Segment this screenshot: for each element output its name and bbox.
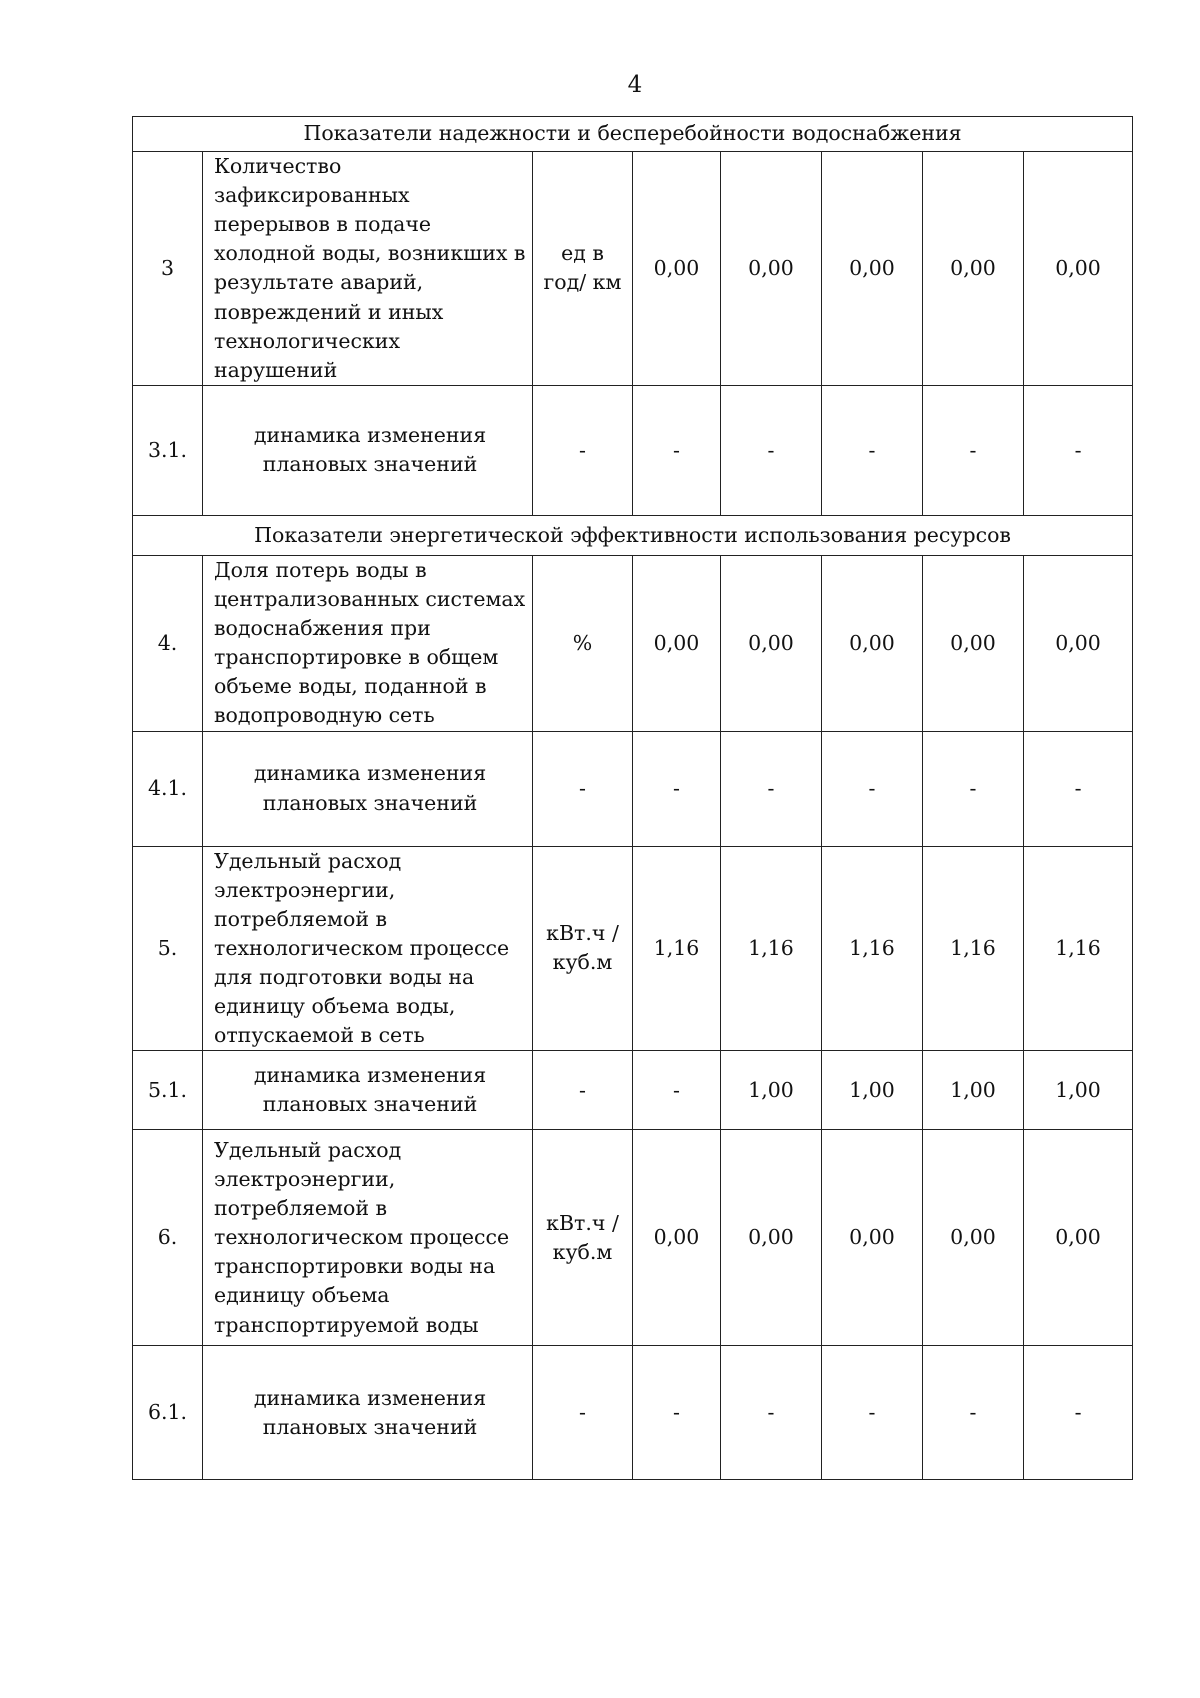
- row-value: 0,00: [721, 152, 822, 386]
- table-row-6-1: [133, 1346, 1133, 1480]
- table-row-4: [133, 555, 1133, 731]
- row-unit: ед в год/ км: [533, 152, 633, 386]
- row-value: -: [721, 731, 822, 846]
- row-value: -: [1024, 385, 1133, 515]
- row-value: -: [923, 385, 1024, 515]
- row-value: 0,00: [721, 555, 822, 731]
- row-value: 0,00: [822, 1130, 923, 1346]
- row-value: 0,00: [923, 152, 1024, 386]
- row-value: 0,00: [633, 555, 721, 731]
- row-unit: -: [533, 1346, 633, 1480]
- row-value: 1,16: [1024, 846, 1133, 1051]
- row-value: 0,00: [721, 1130, 822, 1346]
- row-value: 0,00: [1024, 152, 1133, 386]
- row-value: 0,00: [923, 555, 1024, 731]
- row-value: -: [633, 731, 721, 846]
- row-description: динамика изменения плановых значений: [203, 385, 533, 515]
- row-value: 1,00: [822, 1051, 923, 1130]
- table-row-6: [133, 1130, 1133, 1346]
- row-value: 0,00: [822, 152, 923, 386]
- section-header-reliability: [133, 117, 1133, 152]
- row-value: -: [633, 1346, 721, 1480]
- row-number: 5.1.: [133, 1051, 203, 1130]
- row-value: 1,16: [822, 846, 923, 1051]
- row-unit: -: [533, 385, 633, 515]
- row-value: 1,16: [721, 846, 822, 1051]
- row-number: 4.1.: [133, 731, 203, 846]
- row-number: 3: [133, 152, 203, 386]
- table-row-5: [133, 846, 1133, 1051]
- row-description: Количество зафиксированных перерывов в подаче холодной воды, возникших в результате аварий, повреждений и иных технологических нарушений: [203, 152, 533, 386]
- row-description: динамика изменения плановых значений: [203, 731, 533, 846]
- row-unit: кВт.ч / куб.м: [533, 1130, 633, 1346]
- row-value: 1,00: [1024, 1051, 1133, 1130]
- row-number: 3.1.: [133, 385, 203, 515]
- row-value: 1,00: [721, 1051, 822, 1130]
- row-unit: %: [533, 555, 633, 731]
- row-unit: -: [533, 731, 633, 846]
- row-value: -: [633, 1051, 721, 1130]
- table-row-3: [133, 152, 1133, 386]
- row-unit: кВт.ч / куб.м: [533, 846, 633, 1051]
- row-value: 0,00: [633, 152, 721, 386]
- row-value: -: [822, 731, 923, 846]
- row-value: -: [721, 385, 822, 515]
- row-description: динамика изменения плановых значений: [203, 1051, 533, 1130]
- section-header-energy: [133, 515, 1133, 555]
- table-row-3-1: [133, 385, 1133, 515]
- row-description: Удельный расход электроэнергии, потребляемой в технологическом процессе транспортировки воды на единицу объема транспортируемой воды: [203, 1130, 533, 1346]
- row-value: 0,00: [633, 1130, 721, 1346]
- row-value: -: [1024, 731, 1133, 846]
- row-number: 4.: [133, 555, 203, 731]
- row-value: -: [1024, 1346, 1133, 1480]
- row-value: 1,16: [633, 846, 721, 1051]
- row-description: Доля потерь воды в централизованных системах водоснабжения при транспортировке в общем объеме воды, поданной в водопроводную сеть: [203, 555, 533, 731]
- row-value: -: [923, 731, 1024, 846]
- row-value: -: [822, 385, 923, 515]
- row-value: 1,16: [923, 846, 1024, 1051]
- row-value: -: [721, 1346, 822, 1480]
- page-number: 4: [627, 72, 643, 98]
- row-unit: -: [533, 1051, 633, 1130]
- row-value: 0,00: [923, 1130, 1024, 1346]
- row-value: 1,00: [923, 1051, 1024, 1130]
- row-description: динамика изменения плановых значений: [203, 1346, 533, 1480]
- table-row-5-1: [133, 1051, 1133, 1130]
- row-value: -: [633, 385, 721, 515]
- row-description: Удельный расход электроэнергии, потребляемой в технологическом процессе для подготовки воды на единицу объема воды, отпускаемой в сеть: [203, 846, 533, 1051]
- row-value: 0,00: [822, 555, 923, 731]
- section-title: Показатели надежности и бесперебойности водоснабжения: [133, 117, 1133, 152]
- row-value: -: [923, 1346, 1024, 1480]
- section-title: Показатели энергетической эффективности использования ресурсов: [133, 515, 1133, 555]
- indicators-table: [132, 116, 1133, 1480]
- row-number: 6.: [133, 1130, 203, 1346]
- row-value: 0,00: [1024, 555, 1133, 731]
- row-number: 5.: [133, 846, 203, 1051]
- row-value: 0,00: [1024, 1130, 1133, 1346]
- table-row-4-1: [133, 731, 1133, 846]
- row-number: 6.1.: [133, 1346, 203, 1480]
- row-value: -: [822, 1346, 923, 1480]
